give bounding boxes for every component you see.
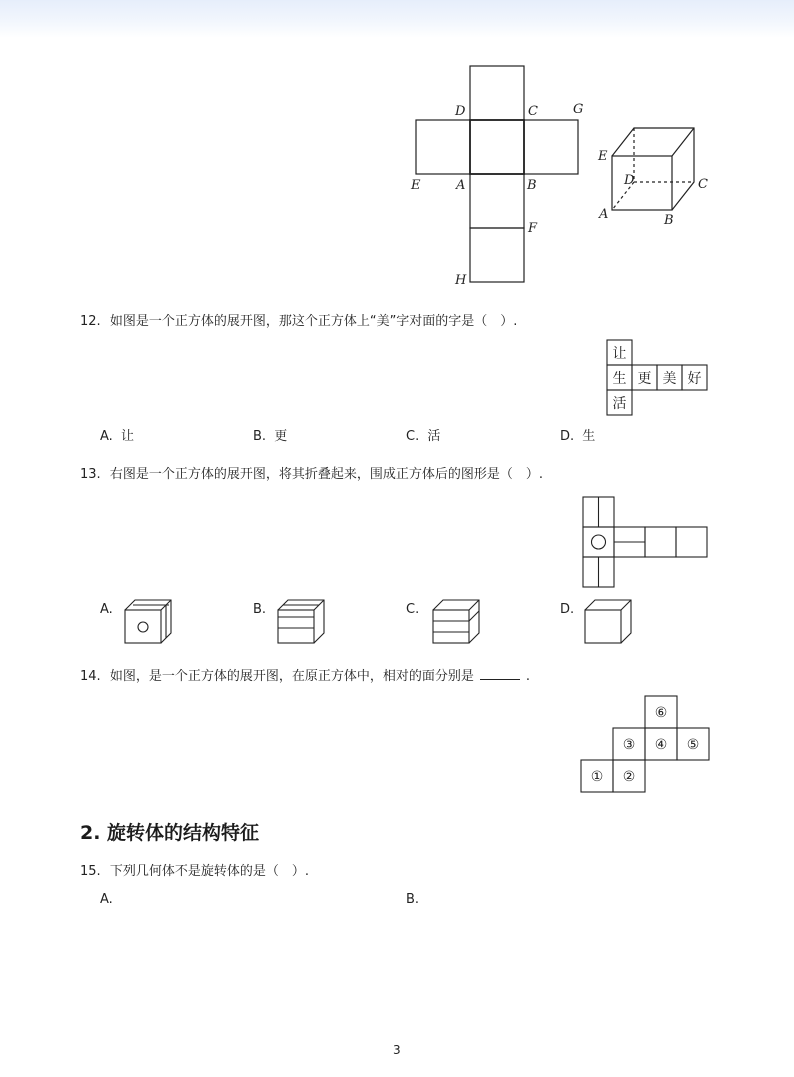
figure-number-net (578, 694, 712, 794)
option-label: A. (100, 892, 113, 907)
option-label: D. (560, 602, 575, 617)
q12-option-b[interactable] (253, 428, 287, 446)
question-text: 右图是一个正方体的展开图，将其折叠起来，围成正方体后的图形是（ ）. (109, 467, 543, 482)
net-char-rang: 让 (612, 346, 627, 362)
option-label: B. (253, 429, 267, 444)
option-text: 生 (582, 429, 596, 444)
net-face-4: ④ (654, 737, 668, 753)
label-e: E (411, 178, 421, 193)
label-h: H (455, 273, 467, 288)
q13-option-c[interactable] (406, 601, 419, 619)
option-label: D. (560, 429, 575, 444)
cube-back-edges (612, 128, 694, 210)
q12-option-c[interactable] (406, 428, 440, 446)
question-13 (80, 466, 543, 484)
net-char-hao: 好 (687, 371, 702, 387)
net-face-3: ③ (622, 737, 636, 753)
net-face-lower (470, 174, 524, 228)
net-face-bottom (470, 228, 524, 282)
q12-option-d[interactable] (560, 428, 595, 446)
cube-label-a: A (599, 207, 609, 222)
question-12 (80, 313, 517, 331)
net-face-right (524, 120, 578, 174)
question-number: 13. (80, 467, 101, 482)
question-text: 下列几何体不是旋转体的是（ ）. (109, 864, 309, 879)
figure-word-net (605, 338, 711, 416)
page-number: 3 (393, 1043, 401, 1057)
question-number: 15. (80, 864, 101, 879)
cube-front-face (612, 156, 672, 210)
question-15 (80, 863, 309, 881)
answer-blank[interactable] (480, 667, 520, 680)
net-char-sheng: 生 (612, 371, 627, 387)
q13-option-b[interactable] (253, 601, 266, 619)
option-label: A. (100, 602, 113, 617)
label-g: G (573, 102, 584, 117)
q13-option-c-cube[interactable] (430, 598, 482, 646)
option-label: A. (100, 429, 113, 444)
option-text: 更 (274, 429, 288, 444)
cube-label-e: E (598, 149, 608, 164)
label-a: A (456, 178, 466, 193)
option-label: B. (253, 602, 267, 617)
cube-label-c: C (698, 177, 708, 192)
question-14 (80, 667, 530, 686)
cube-label-d: D (624, 173, 635, 188)
q13-option-a-cube[interactable] (122, 598, 174, 646)
cube-edge (672, 128, 694, 156)
net-face-top (470, 66, 524, 120)
label-c: C (528, 104, 538, 119)
option-label: C. (406, 429, 420, 444)
figure-pattern-net (580, 494, 710, 590)
net-face-1: ① (590, 769, 604, 785)
question-number: 14. (80, 669, 101, 684)
figure-cube-net-and-cube (400, 58, 720, 290)
net-face-left (416, 120, 470, 174)
option-text: 活 (427, 429, 441, 444)
label-f: F (528, 221, 538, 236)
option-label: C. (406, 602, 420, 617)
option-label: B. (406, 892, 420, 907)
label-b: B (527, 178, 537, 193)
q13-option-d[interactable] (560, 601, 574, 619)
question-text-end: . (525, 669, 530, 684)
cube-label-b: B (664, 213, 674, 228)
q15-option-b[interactable] (406, 891, 419, 909)
net-char-geng: 更 (637, 371, 652, 387)
q13-option-b-cube[interactable] (275, 598, 327, 646)
q12-option-a[interactable] (100, 428, 134, 446)
question-number: 12. (80, 314, 101, 329)
section-heading: 2. 旋转体的结构特征 (80, 822, 260, 844)
option-text: 让 (120, 429, 134, 444)
net-face-2: ② (622, 769, 636, 785)
net-char-mei: 美 (662, 371, 677, 387)
label-d: D (455, 104, 466, 119)
q13-option-a[interactable] (100, 601, 113, 619)
page-header-band (0, 0, 794, 38)
q13-option-d-cube[interactable] (582, 598, 634, 646)
question-text: 如图，是一个正方体的展开图，在原正方体中，相对的面分别是 (109, 669, 474, 684)
q15-option-a[interactable] (100, 891, 113, 909)
net-char-huo: 活 (612, 396, 627, 412)
net-face-5: ⑤ (686, 737, 700, 753)
net-face-6: ⑥ (654, 705, 668, 721)
question-text: 如图是一个正方体的展开图，那这个正方体上“美”字对面的字是（ ）. (109, 314, 518, 329)
net-face-center (470, 120, 524, 174)
